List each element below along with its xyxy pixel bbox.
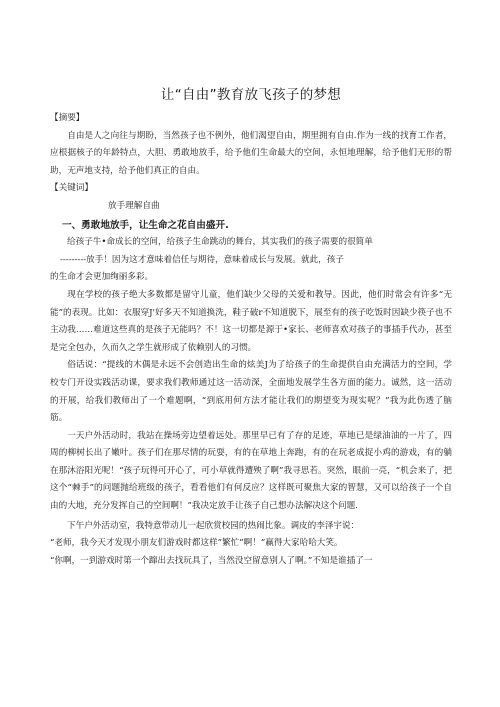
paragraph-3: 俗话说：“提线的木偶是永远不会创造出生命的炫美J为了给孩子的生命提供自由充满活力的空间，学校专门开设实践活动课，要求我们教师通过这一活动深，全面地发展学生各方面的能力。诚然，这一活动的开展，给我们教师出了一个难题啊，“到底用何方法才能让我们的期望变为现实呢？”我为此伤透了脑筋。 <box>50 360 452 424</box>
abstract-label: 【摘要】 <box>50 113 85 123</box>
section-heading-1: 一、勇敢地放手，让生命之花自由盛开. <box>62 219 229 231</box>
paragraph-2: 现在学校的孩子绝大多数都是留守儿童，他们缺少父母的关爱和教导。因此，他们时常会有许多“无能”的表现。比如：衣服穿J'好多天不知道换洗，鞋子破r不知道脱下，展至有的孩子吃饭时因缺少筷子也不主动我……难道这些真的是孩子无能吗？不！这一切都是源于•家长、老师喜欢对孩子的事插手代办，甚至是完全包办，久而久之学生就形成了依赖别人的习惯。 <box>50 289 452 353</box>
paragraph-5-line-3: “你啊，一到游戏时第一个蹿出去找玩具了，当然没空留意别人了啊。”不知是谁插了一 <box>50 555 373 566</box>
section1-line-1: 给孩子牛•命成长的空间，给孩子生命跳动的舞台，其实我们的孩子需要的很简单 <box>67 237 373 248</box>
keywords-label: 【关键词】 <box>50 183 93 194</box>
paragraph-5-line-2: “老师，我今天才发现小朋友们游戏时都这样”繁忙”啊！”赢得大家哈哈大笑。 <box>50 538 343 549</box>
document-page <box>50 86 452 570</box>
document-title: 让“自由”教育放飞孩子的梦想 <box>160 87 342 103</box>
abstract-text: 自由是人之向往与期盼，当然孩子也不例外，他们渴望自由，期里拥有自由.作为一线的找育工作者，应根据核子的年龄特点，大胆、勇敢地放手，给予他们生命最大的空间，永恒地理解，给予他们无形的帮助，无声地支持，给予他们真正的自由。 <box>50 130 452 176</box>
section1-line-2: ---------放手！因为这才意味着信任与期待，意味着成长与发展。就此，孩子 <box>60 254 344 265</box>
paragraph-4: 一天户外活动时，我站在操场旁边望着远处。那里早已有了存的足迹，草地已是绿油油的一片了，四周的柳树长出了嫩叶。孩子们在那尽情的玩耍，有的在草地上奔跑，有的在玩老成捉小鸡的游戏，有的躺在那沐浴阳光呢！“孩子玩得可开心了，可小草就得遭殃了啊”我寻思若。突然，眼前一亮，“机会来了，把这个“棘手”的问题抛给班级的孩子，看看他们有何反应？这样既可聚焦大家的智慧，又可以给孩子一个自由的大地，充分发挥自己的空间啊！”我决定放手让孩子自己想办法解决这个问题. <box>50 430 452 512</box>
keywords-text: 放手理解自曲 <box>108 200 160 211</box>
paragraph-5-line-1: 下午户外活动室，我特意带动儿一起欣赏校园的热闹比象。调皮的李泽宇说： <box>67 520 360 531</box>
section1-line-3: 的生命才会更加绚丽多彩。 <box>50 272 154 283</box>
